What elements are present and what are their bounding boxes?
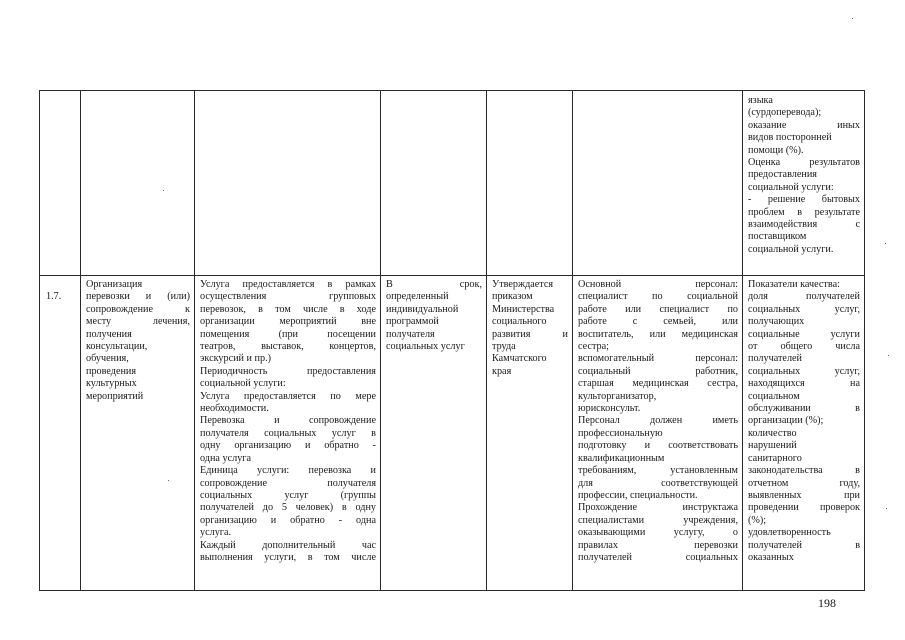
row-number xyxy=(46,279,78,316)
c-qual-line: получающих xyxy=(748,316,805,328)
c-staff-line: старшая медицинская сестра, xyxy=(578,378,738,390)
c-name-line: культурных xyxy=(86,378,137,390)
c-name-line: мероприятий xyxy=(86,390,144,402)
c-qual-line: от общего числа xyxy=(748,341,860,353)
c-qual-line: удовлетворенность xyxy=(748,527,831,539)
top-col8-line: (сурдоперевода); xyxy=(748,107,822,119)
top-col8-line: социальной услуги: xyxy=(748,181,834,193)
c-staff-line: специалист по социальной xyxy=(578,291,738,303)
c-qual-line: получателей в xyxy=(748,539,860,551)
c-term-line: индивидуальной xyxy=(386,303,459,315)
c-appr-line: приказом xyxy=(492,291,533,303)
c-qual-line: количество xyxy=(748,427,797,439)
top-row-quality-cell xyxy=(748,95,860,275)
col-border-3 xyxy=(380,90,381,591)
c-qual-line: выявленных при xyxy=(748,489,860,501)
c-qual-line: отчетном году, xyxy=(748,477,860,489)
c-name-line: перевозки и (или) xyxy=(86,291,190,303)
c-desc-line: помещения (при посещении xyxy=(200,328,376,340)
service-name-cell xyxy=(86,279,190,589)
c-staff-line: работе или специалист по xyxy=(578,303,738,315)
c-desc-line: организации мероприятий вне xyxy=(200,316,376,328)
c-appr-line: Министерства xyxy=(492,303,555,315)
c-term-line: В срок, xyxy=(386,279,482,290)
col-border-4 xyxy=(486,90,487,591)
c-staff-line: требованиям, установленным xyxy=(578,465,738,477)
col-border-5 xyxy=(572,90,573,591)
top-col8-line: предоставления xyxy=(748,169,817,181)
c-qual-line: законодательства в xyxy=(748,465,860,477)
c-appr-line: развития и xyxy=(492,328,568,340)
service-term-cell xyxy=(386,279,482,589)
c-qual-line: получателей xyxy=(748,353,803,365)
c-staff-line: вспомогательный персонал: xyxy=(578,353,738,365)
c-desc-line: получателя социальных услуг в xyxy=(200,427,376,439)
c-qual-line: находящихся на xyxy=(748,378,860,390)
c-desc-line: организацию и обратно - одна xyxy=(200,514,376,526)
c-staff-line: социальный работник, xyxy=(578,365,738,377)
top-col8-line: Оценка результатов xyxy=(748,157,860,169)
c-qual-line: (%); xyxy=(748,514,767,526)
col-border-0 xyxy=(39,90,40,591)
c-qual-line: социальном xyxy=(748,390,800,402)
c-appr-line: социального xyxy=(492,316,547,328)
c-staff-line: правилах перевозки xyxy=(578,539,738,551)
c-desc-line: Перевозка и сопровождение xyxy=(200,415,376,427)
c-desc-line: Периодичность предоставления xyxy=(200,365,376,377)
scan-speck xyxy=(163,190,164,191)
top-col8-line: социальной услуги. xyxy=(748,243,834,255)
staff-cell xyxy=(578,279,738,589)
c-qual-line: санитарного xyxy=(748,452,802,464)
top-col8-line: оказание иных xyxy=(748,119,860,131)
c-name-line: обучения, xyxy=(86,353,129,365)
c-term-line: определенный xyxy=(386,291,449,303)
c-desc-line: Каждый дополнительный час xyxy=(200,539,376,551)
scan-speck xyxy=(888,355,889,356)
c-staff-line: специалистами учреждения, xyxy=(578,514,738,526)
c-qual-line: социальных услуг, xyxy=(748,365,860,377)
c-name-line: Организация xyxy=(86,279,143,290)
approval-cell xyxy=(492,279,568,589)
top-col8-line: поставщиком xyxy=(748,231,807,243)
c-qual-line: социальные услуги xyxy=(748,328,860,340)
c-desc-line: получателей до 5 человек) в одну xyxy=(200,502,376,514)
c-desc-line: социальных услуг (группы xyxy=(200,489,376,501)
c-desc-line: осуществления групповых xyxy=(200,291,376,303)
c-staff-line: Персонал должен иметь xyxy=(578,415,738,427)
c-staff-line: оказывающими услугу, о xyxy=(578,527,738,539)
top-col8-line: видов посторонней xyxy=(748,132,832,144)
c-desc-line: Единица услуги: перевозка и xyxy=(200,465,376,477)
c-desc-line: выполнения услуги, в том числе xyxy=(200,551,376,563)
c-desc-line: перевозок, в том числе в ходе xyxy=(200,303,376,315)
c-qual-line: обслуживании в xyxy=(748,403,860,415)
c-appr-line: Камчатского xyxy=(492,353,547,365)
c-desc-line: услуга. xyxy=(200,527,232,539)
c-term-line: программой xyxy=(386,316,439,328)
c-staff-line: квалификационным xyxy=(578,452,665,464)
table-bottom-border xyxy=(39,590,864,591)
c-staff-line: подготовку и соответствовать xyxy=(578,440,738,452)
row-divider xyxy=(39,275,864,276)
c-term-line: социальных услуг xyxy=(386,341,465,353)
scan-speck xyxy=(852,18,853,19)
col-border-1 xyxy=(80,90,81,591)
c-desc-line: социальной услуги: xyxy=(200,378,286,390)
top-col8-line: помощи (%). xyxy=(748,144,804,156)
c-appr-line: Утверждается xyxy=(492,279,554,290)
c-desc-line: одна услуга xyxy=(200,452,251,464)
row-number-text: 1.7. xyxy=(46,291,62,303)
c-name-line: получения xyxy=(86,328,132,340)
c-desc-line: одну организацию и обратно - xyxy=(200,440,376,452)
c-appr-line: труда xyxy=(492,341,516,353)
c-qual-line: проведении проверок xyxy=(748,502,860,514)
scan-speck xyxy=(168,480,169,481)
scan-speck xyxy=(885,243,886,244)
c-staff-line: воспитатель, или медицинская xyxy=(578,328,738,340)
top-col8-line: проблем в результате xyxy=(748,206,860,218)
c-staff-line: получателей социальных xyxy=(578,551,738,563)
c-desc-line: театров, выставок, концертов, xyxy=(200,341,376,353)
c-qual-line: социальных услуг, xyxy=(748,303,860,315)
top-col8-line: языка xyxy=(748,95,773,106)
col-border-2 xyxy=(194,90,195,591)
c-appr-line: края xyxy=(492,365,512,377)
c-term-line: получателя xyxy=(386,328,435,340)
c-desc-line: сопровождение получателя xyxy=(200,477,376,489)
table-top-border xyxy=(39,90,864,91)
c-staff-line: юрисконсульт. xyxy=(578,403,641,415)
c-staff-line: культорганизатор, xyxy=(578,390,657,402)
col-border-6 xyxy=(742,90,743,591)
c-staff-line: работе с семьей, или xyxy=(578,316,738,328)
c-qual-line: организации (%); xyxy=(748,415,824,427)
c-staff-line: для соответствующей xyxy=(578,477,738,489)
page-number: 198 xyxy=(818,596,836,610)
c-name-line: сопровождение к xyxy=(86,303,190,315)
c-qual-line: нарушений xyxy=(748,440,797,452)
c-desc-line: Услуга предоставляется по мере xyxy=(200,390,376,402)
c-desc-line: необходимости. xyxy=(200,403,269,415)
top-col8-line: - решение бытовых xyxy=(748,194,860,206)
col-border-7 xyxy=(864,90,865,591)
c-qual-line: оказанных xyxy=(748,551,794,563)
c-qual-line: доля получателей xyxy=(748,291,860,303)
c-staff-line: профессиональную xyxy=(578,427,663,439)
c-staff-line: Прохождение инструктажа xyxy=(578,502,738,514)
c-staff-line: Основной персонал: xyxy=(578,279,738,290)
c-staff-line: профессии, специальности. xyxy=(578,489,698,501)
quality-indicators-cell xyxy=(748,279,860,589)
top-col8-line: взаимодействия с xyxy=(748,219,860,231)
c-name-line: проведения xyxy=(86,365,137,377)
c-desc-line: Услуга предоставляется в рамках xyxy=(200,279,376,290)
c-staff-line: сестра; xyxy=(578,341,609,353)
c-name-line: месту лечения, xyxy=(86,316,190,328)
service-description-cell xyxy=(200,279,376,589)
scan-speck xyxy=(886,508,887,509)
c-desc-line: экскурсий и пр.) xyxy=(200,353,272,365)
c-qual-line: Показатели качества: xyxy=(748,279,840,290)
c-name-line: консультации, xyxy=(86,341,148,353)
